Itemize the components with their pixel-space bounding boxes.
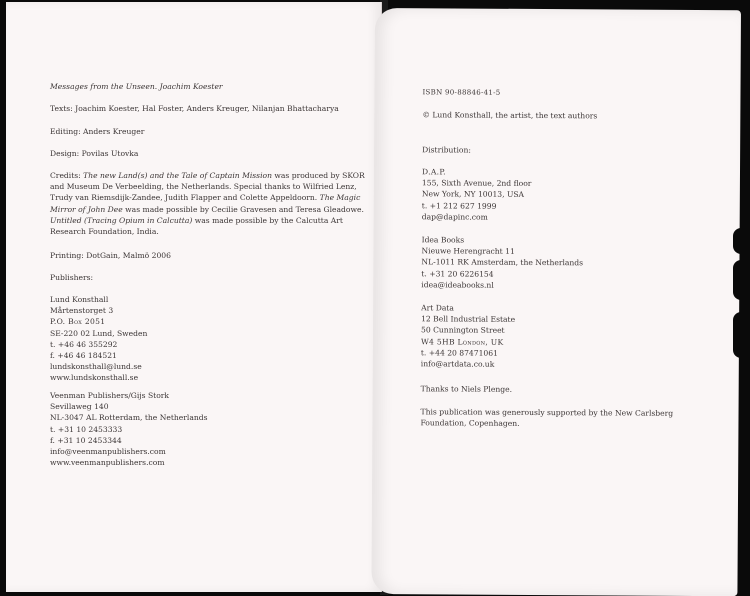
phone-line: t. +46 46 355292 xyxy=(50,339,118,349)
phone-line: t. +44 20 87471061 xyxy=(420,348,498,358)
left-page xyxy=(6,2,382,592)
address-line: Art Data xyxy=(421,303,454,313)
address-line: P.O. Box 2051 xyxy=(50,317,106,327)
fax-line: f. +46 46 184521 xyxy=(50,351,117,361)
address-line: 155, Sixth Avenue, 2nd floor xyxy=(421,178,532,189)
distribution-heading: Distribution: xyxy=(422,145,471,155)
idea-books-address xyxy=(421,234,583,291)
address-line: Veenman Publishers/Gijs Stork xyxy=(50,391,170,400)
page-tab xyxy=(733,260,750,300)
email-line: lundskonsthall@lund.se xyxy=(50,362,142,372)
address-line: W4 5HB London, UK xyxy=(420,336,504,347)
thanks-line: Thanks to Niels Plenge. xyxy=(420,384,513,394)
address-line: NL-3047 AL Rotterdam, the Netherlands xyxy=(50,413,208,423)
email-line: dap@dapinc.com xyxy=(421,212,488,222)
address-line: Lund Konsthall xyxy=(50,295,109,304)
address-line: SE-220 02 Lund, Sweden xyxy=(50,328,148,338)
website-line: www.lundskonsthall.se xyxy=(50,373,139,383)
veenman-address xyxy=(50,390,208,468)
address-line: D.A.P. xyxy=(421,167,446,177)
page-tab xyxy=(733,228,750,254)
address-line: Nieuwe Herengracht 11 xyxy=(421,246,515,257)
address-line: 12 Bell Industrial Estate xyxy=(421,314,516,325)
art-data-address xyxy=(421,302,515,370)
page-tab xyxy=(733,312,750,358)
phone-line: t. +1 212 627 1999 xyxy=(421,200,497,211)
email-line: info@artdata.co.uk xyxy=(420,359,495,369)
dap-address xyxy=(422,166,532,223)
lund-konsthall-address xyxy=(50,294,147,384)
website-line: www.veenmanpublishers.com xyxy=(50,458,165,468)
email-line: idea@ideabooks.nl xyxy=(421,280,494,290)
publishers-heading: Publishers: xyxy=(50,273,94,282)
phone-line: t. +31 20 6226154 xyxy=(421,268,494,279)
credits-paragraph: Credits: The new Land(s) and the Tale of Captain Mission was produced by SKOR and Museum De Verbeelding, the Netherlands. Special thanks to Wilfried Lenz, Trudy van Riemsdijk-Zandee, Judith Flapper and Colette Appeldoorn. The Magic Mirror of John Dee was made possible by Cecilie Gravesen and Teresa Gleadowe. Untitled (Tracing Opium in Calcutta) was made possible by the Calcutta Art Research Foundation, India. xyxy=(50,171,365,237)
address-line: 50 Cunnington Street xyxy=(421,325,505,336)
support-paragraph: This publication was generously supported by the New Carlsberg Foundation, Copenhagen. xyxy=(420,407,674,429)
isbn: ISBN 90-88846-41-5 xyxy=(422,88,501,97)
address-line: New York, NY 10013, USA xyxy=(421,189,525,200)
address-line: Idea Books xyxy=(421,235,465,245)
texts-credit: Texts: Joachim Koester, Hal Foster, Anders Kreuger, Nilanjan Bhattacharya xyxy=(50,104,339,113)
address-line: NL-1011 RK Amsterdam, the Netherlands xyxy=(421,257,584,268)
printing-credit: Printing: DotGain, Malmö 2006 xyxy=(50,251,171,260)
editing-credit: Editing: Anders Kreuger xyxy=(50,127,145,136)
fax-line: f. +31 10 2453344 xyxy=(50,435,122,445)
book-title: Messages from the Unseen. Joachim Koester xyxy=(50,82,223,91)
phone-line: t. +31 10 2453333 xyxy=(50,424,123,434)
email-line: info@veenmanpublishers.com xyxy=(50,447,166,457)
address-line: Mårtenstorget 3 xyxy=(50,306,114,316)
right-page xyxy=(371,8,741,596)
design-credit: Design: Povilas Utovka xyxy=(50,149,139,158)
copyright-line: © Lund Konsthall, the artist, the text authors xyxy=(422,110,598,121)
address-line: Sevillaweg 140 xyxy=(50,402,109,412)
